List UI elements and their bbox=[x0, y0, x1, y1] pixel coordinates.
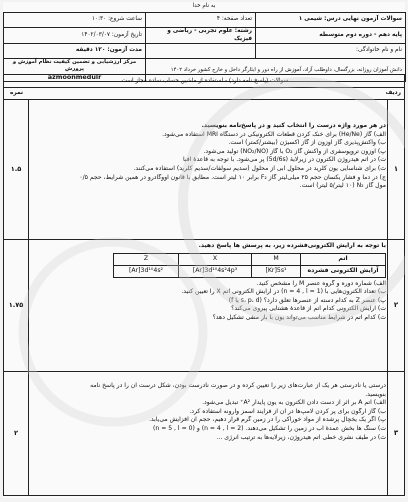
question-score: ۲ bbox=[4, 372, 29, 495]
question-line: ب) گاز آرگون برای پر کردن لامپ‌ها در آن از فرایند اسمز وارونه استفاده کرد. bbox=[189, 407, 386, 415]
exam-header-table bbox=[3, 12, 406, 82]
question-line: ب) واکنش‌پذیری گاز اوزون از گاز اکسیژن (بیشتر/کمتر) است. bbox=[228, 139, 386, 147]
question-line: پ) عنصر Z به کدام دسته از عنصرها تعلق دارد؟ (s، p، d یا f) bbox=[228, 296, 386, 304]
question-line: ت) آرایش الکترونی کدام اتم از قاعدهٔ هشتایی پیروی می‌کند؟ bbox=[231, 305, 386, 313]
question-score: ۱.۷۵ bbox=[4, 240, 29, 371]
question-number: ۲ bbox=[387, 240, 404, 371]
table-cell: [Kr]5s¹ bbox=[252, 265, 301, 277]
question-line: ب) تعداد الکترون‌هایی با (n = 4 , l = 1) در آرایش الکترونی اتم X را تعیین کنید. bbox=[181, 288, 386, 296]
question-line: الف) اتم A بر اثر از دست دادن الکترون به یون پایدار A²⁺ تبدیل می‌شود. bbox=[202, 399, 386, 407]
question-number: ۳ bbox=[387, 372, 404, 495]
table-head: M bbox=[252, 253, 301, 265]
row-column-header: ردیف bbox=[385, 90, 401, 96]
column-header-row bbox=[3, 88, 405, 100]
question-line: ج) در دما و فشار یکسان حجم ۲۵ میلی‌لیتر گاز F₂ برابر ۱۰ لیتر است. مطابق با قانون آووگادرو در همین شرایط، حجم ۰/۵ bbox=[79, 173, 386, 181]
question-line: درستی یا نادرستی هر یک از عبارت‌های زیر را تعیین کرده و در صورت نادرست بودن، شکل درست آن را در پاسخ نامه bbox=[90, 382, 386, 389]
question-line: ث) در طیف نشری خطی اتم هیدروژن، زیرلایه‌ها به ترتیب انرژی ... bbox=[216, 433, 386, 441]
question-line: الف) گاز (He/Ne) برای خنک کردن قطعات الکترونیکی در دستگاه MRI استفاده می‌شود. bbox=[162, 130, 386, 138]
center-name: مرکز ارزشیابی و تضمین کیفیت نظام آموزش و پرورش bbox=[12, 59, 137, 72]
table-cell: آرایش الکترونی فشرده bbox=[301, 265, 386, 277]
field-label: رشته: علوم تجربی - ریاضی و فیزیک bbox=[146, 28, 256, 44]
table-head: اتم bbox=[301, 253, 386, 265]
question-3 bbox=[3, 372, 405, 496]
exam-title: سوالات آزمون نهایی درس: شیمی ۱ bbox=[256, 13, 406, 28]
question-line: در هر مورد واژه درست را انتخاب کنید و در پاسخ‌نامه بنویسید. bbox=[201, 122, 386, 129]
table-cell: [Ar]3d¹⁰4s²4p³ bbox=[179, 265, 252, 277]
score-column-header: نمره bbox=[10, 90, 24, 96]
exam-date: تاریخ آزمون: ۱۴۰۲/۰۳/۰۷ bbox=[4, 28, 146, 44]
question-line: مول گاز N₂ (۱۰ لیتر/۵ لیتر) است. bbox=[299, 182, 386, 190]
electron-config-table bbox=[113, 253, 386, 278]
student-name-field: نام و نام خانوادگی: bbox=[256, 44, 406, 59]
grade-label: پایه دهم - دوره دوم متوسطه bbox=[256, 28, 406, 44]
question-line: الف) شماره دوره و گروه عنصر M را مشخص کنید. bbox=[256, 279, 386, 287]
exam-page bbox=[3, 2, 405, 498]
question-number: ۱ bbox=[387, 100, 404, 239]
question-line: ت) سنگ ها بخش عمدهٔ آب در زمین را تشکیل می‌دهند. (n = 4 , l = 2) و (n = 5 , l = 0) bbox=[153, 424, 386, 432]
question-line: ث) برای شناسایی یون کلرید در محلول آبی از محلول (سدیم سولفات/سدیم کلرید) استفاده می‌کنند. bbox=[133, 164, 386, 172]
start-time: ساعت شروع: ۱۰:۳۰ bbox=[4, 13, 146, 28]
center-website: azmoonmeduir bbox=[47, 72, 102, 81]
pages-count: تعداد صفحه: ۴ bbox=[146, 13, 256, 28]
question-line: ث) کدام اتم در شرایط مناسب می‌تواند یون با بار منفی تشکیل دهد؟ bbox=[212, 313, 386, 321]
question-line: پ) اگر یک یخچال پرشده از مواد خوراکی را در زمین گرم قرار دهیم، حجم آن افزایش می‌یابد. bbox=[148, 416, 386, 424]
question-line: ت) در اتم هیدروژن الکترون در زیرلایهٔ (5d/6s) پر می‌شود. با توجه به قاعدهٔ آفبا bbox=[183, 156, 386, 164]
question-1 bbox=[3, 100, 405, 240]
table-head: X bbox=[179, 253, 252, 265]
basmala: به نام خدا bbox=[192, 3, 216, 9]
exam-description: دانش آموزان روزانه، بزرگسال، داوطلب آزاد، آموزش از راه دور و ایثارگر داخل و خارج کشور خرداد ۱۴۰۲ bbox=[146, 59, 406, 82]
question-line: پ) اوزون تروپوسفری از واکنش گاز O₂ با گاز (NO₂/NO) تولید می‌شود. bbox=[203, 147, 386, 155]
question-2 bbox=[3, 240, 405, 372]
instructions-bar: سوالات (پاسخ نامه دارد) - استفاده از ماشین حساب ساده مجاز است. bbox=[3, 74, 405, 88]
table-head: Z bbox=[114, 253, 179, 265]
exam-duration: مدت آزمون: ۱۲۰ دقیقه bbox=[4, 44, 146, 59]
question-intro: با توجه به آرایش الکترونی‌فشرده زیر، به پرسش ها پاسخ دهید. bbox=[198, 242, 386, 249]
question-score: ۱.۵ bbox=[4, 100, 29, 239]
question-line: بنویسید. bbox=[365, 390, 386, 398]
table-cell: [Ar]3d¹⁰4s² bbox=[114, 265, 179, 277]
